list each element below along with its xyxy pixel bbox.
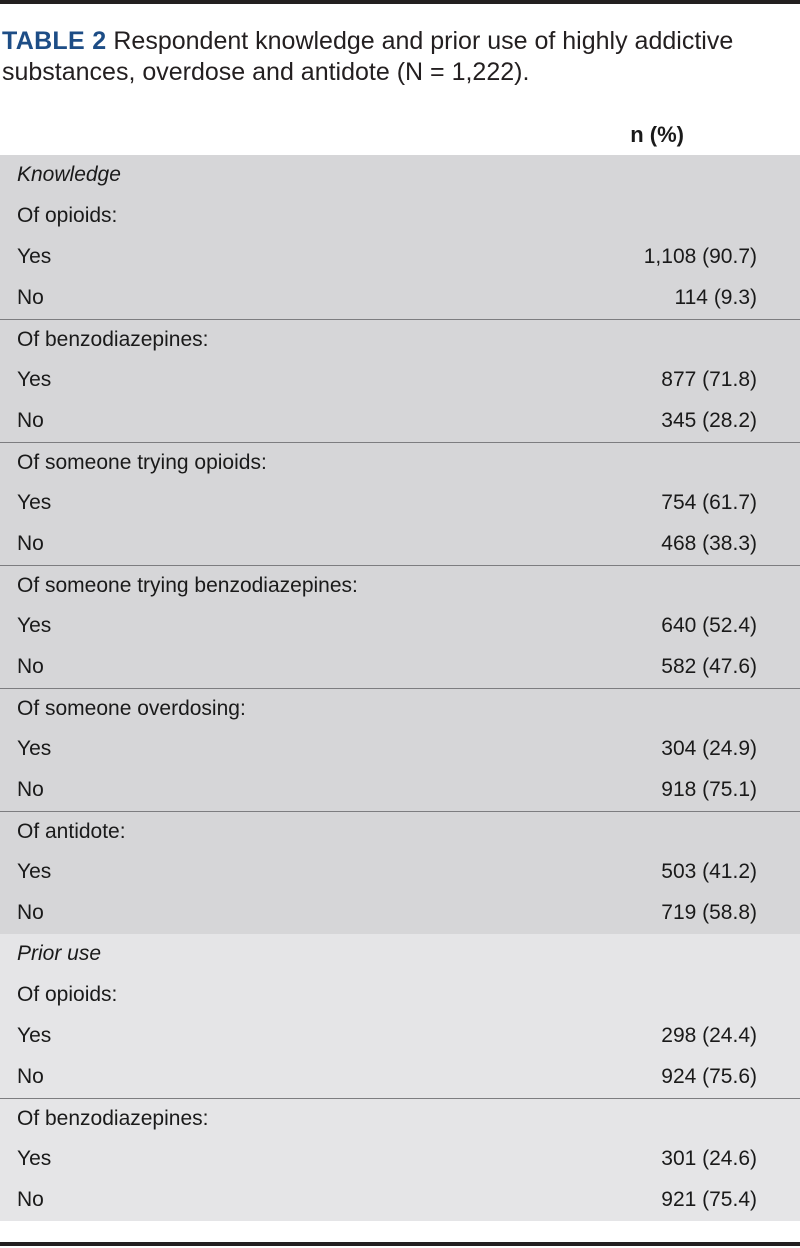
group-label-row [0, 319, 800, 360]
table-row [0, 1057, 800, 1098]
group-label: Of benzodiazepines: [17, 1107, 209, 1130]
group-label-row [0, 688, 800, 729]
row-value: 301 (24.6) [661, 1147, 757, 1170]
table-row [0, 401, 800, 442]
group-label: Of antidote: [17, 820, 126, 843]
table-row [0, 483, 800, 524]
group-label-row [0, 565, 800, 606]
row-value: 468 (38.3) [661, 532, 757, 555]
row-value: 924 (75.6) [661, 1065, 757, 1088]
row-value: 719 (58.8) [661, 901, 757, 924]
column-header-n-percent: n (%) [630, 122, 684, 147]
bottom-rule [0, 1242, 800, 1246]
group-label: Of opioids: [17, 983, 118, 1006]
row-label: Yes [17, 368, 52, 391]
row-label: Yes [17, 614, 52, 637]
table-row [0, 524, 800, 565]
group-label: Of someone trying benzodiazepines: [17, 574, 358, 597]
section-title: Knowledge [17, 163, 121, 186]
row-value: 640 (52.4) [661, 614, 757, 637]
row-label: Yes [17, 1147, 52, 1170]
row-value: 114 (9.3) [674, 286, 757, 309]
row-label: Yes [17, 860, 52, 883]
row-label: Yes [17, 245, 52, 268]
table-row [0, 1180, 800, 1221]
group-label-row [0, 811, 800, 852]
row-label: No [17, 286, 44, 309]
row-value: 304 (24.9) [661, 737, 757, 760]
table-row [0, 237, 800, 278]
group-label: Of someone trying opioids: [17, 451, 267, 474]
table-row [0, 278, 800, 319]
group-label-row [0, 1098, 800, 1139]
group-label: Of opioids: [17, 204, 118, 227]
section-prior-use [0, 934, 800, 1221]
group-label-row [0, 975, 800, 1016]
section-knowledge [0, 155, 800, 934]
section-title-row [0, 934, 800, 975]
table-caption [2, 26, 792, 88]
row-label: No [17, 655, 44, 678]
group-label: Of benzodiazepines: [17, 328, 209, 351]
row-value: 582 (47.6) [661, 655, 757, 678]
table-title: Respondent knowledge and prior use of highly addictive substances, overdose and antidote (N = 1,222). [2, 27, 734, 86]
section-title-row [0, 155, 800, 196]
table-label: TABLE 2 [2, 27, 107, 55]
row-value: 503 (41.2) [661, 860, 757, 883]
row-value: 345 (28.2) [661, 409, 757, 432]
table-row [0, 360, 800, 401]
section-title: Prior use [17, 942, 102, 965]
row-label: No [17, 901, 44, 924]
row-label: No [17, 1188, 44, 1211]
row-value: 921 (75.4) [661, 1188, 757, 1211]
group-label: Of someone overdosing: [17, 697, 246, 720]
row-value: 298 (24.4) [661, 1024, 757, 1047]
row-label: No [17, 1065, 44, 1088]
row-value: 918 (75.1) [661, 778, 757, 801]
row-label: Yes [17, 1024, 52, 1047]
row-label: Yes [17, 737, 52, 760]
table-row [0, 893, 800, 934]
table-row [0, 647, 800, 688]
table-row [0, 1139, 800, 1180]
data-table [0, 155, 800, 1221]
row-value: 1,108 (90.7) [643, 245, 757, 268]
row-label: Yes [17, 491, 52, 514]
column-header-row [0, 120, 800, 152]
top-rule [0, 0, 800, 4]
table-row [0, 1016, 800, 1057]
row-label: No [17, 532, 44, 555]
group-label-row [0, 196, 800, 237]
row-label: No [17, 778, 44, 801]
row-value: 754 (61.7) [661, 491, 757, 514]
table-row [0, 852, 800, 893]
table-row [0, 770, 800, 811]
table-row [0, 606, 800, 647]
group-label-row [0, 442, 800, 483]
table-row [0, 729, 800, 770]
row-value: 877 (71.8) [661, 368, 757, 391]
row-label: No [17, 409, 44, 432]
